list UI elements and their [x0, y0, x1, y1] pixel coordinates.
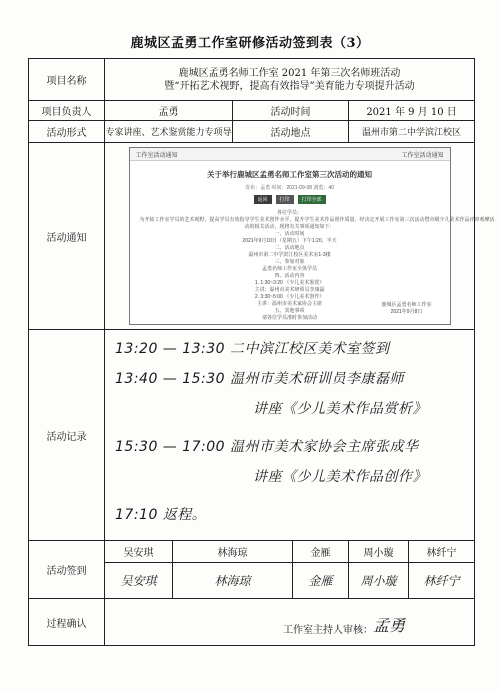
notice-line: 五、其他事项: [274, 308, 305, 314]
signin-name: 吴安琪: [105, 541, 173, 563]
record-cell: [105, 330, 475, 541]
back-button[interactable]: 返回: [254, 195, 272, 204]
notice-header-right: 工作室活动通知: [401, 152, 444, 159]
signin-name: 林海琼: [173, 541, 293, 563]
label-activity-notice: 活动通知: [29, 143, 105, 330]
signin-form-table: [28, 58, 495, 646]
notice-screenshot: [129, 147, 495, 325]
row-notice: [29, 143, 475, 330]
record-line: 讲座《少儿美术作品赏析》: [253, 401, 427, 417]
row-form-place: [29, 121, 475, 143]
print-button[interactable]: 打印: [276, 195, 294, 204]
notice-signature-block: [382, 302, 432, 316]
label-project-name: 项目名称: [29, 59, 105, 101]
record-line: 17:10 返程。: [115, 507, 207, 523]
notice-line: 动的相关活动，现将有关事项通知如下：: [244, 224, 335, 230]
record-line: 讲座《少儿美术作品创作》: [253, 469, 427, 485]
record-handwriting: [105, 330, 474, 540]
row-confirm: [29, 599, 475, 646]
notice-title: 关于举行鹿城区孟勇名师工作室第三次活动的通知: [207, 170, 373, 179]
row-lead-time: [29, 101, 475, 121]
signin-signature: 吴安琪: [105, 563, 173, 599]
project-name-line2: 暨“开拓艺术视野，提高有效指导”美育能力专项提升活动: [164, 80, 415, 92]
record-line: 13:20 — 13:30 二中滨江校区美术室签到: [115, 341, 390, 357]
host-signature: 孟勇: [373, 616, 406, 635]
print-all-button[interactable]: 打印全部: [298, 195, 326, 204]
notice-line: 三、参加对象: [274, 259, 305, 265]
project-name-line1: 鹿城区孟勇名师工作室 2021 年第三次名师班活动: [178, 67, 401, 79]
label-activity-record: 活动记录: [29, 330, 105, 541]
row-record: [29, 330, 475, 541]
notice-line: 温州市第二中学滨江校区美术室1-3楼: [248, 252, 331, 258]
row-project-name: [29, 59, 475, 101]
label-activity-signin: 活动签到: [29, 541, 105, 599]
activity-place-value: 温州市第二中学滨江校区: [349, 121, 475, 143]
notice-sign-date: 2021年9月8日: [390, 309, 423, 315]
signin-signature: 金雁: [293, 563, 349, 599]
notice-header: [130, 148, 450, 161]
record-line: 15:30 — 17:00 温州市美术家协会主席张成华: [115, 439, 419, 455]
notice-line: 各位学员：: [277, 210, 303, 216]
row-signin-names: [29, 541, 475, 563]
label-activity-form: 活动形式: [29, 121, 105, 143]
signin-name: 林纤宁: [409, 541, 475, 563]
project-name-value: [105, 59, 475, 101]
notice-line: 2. 3:30~5:00 《少儿美术创作》: [254, 294, 325, 300]
confirm-cell: [105, 599, 475, 646]
label-project-lead: 项目负责人: [29, 101, 105, 121]
signin-name: 周小璇: [349, 541, 409, 563]
notice-line: 主讲：温州市美术研训员李康磊: [254, 287, 325, 293]
notice-buttons: [130, 195, 450, 204]
notice-line: 二、活动地点: [274, 245, 305, 251]
signin-signature: 周小璇: [349, 563, 409, 599]
label-process-confirm: 过程确认: [29, 599, 105, 646]
activity-time-value: 2021 年 9 月 10 日: [349, 101, 475, 121]
notice-cell: [105, 143, 495, 330]
notice-line: 主讲：温州市美术家协会主席: [257, 301, 323, 307]
notice-line: 孟勇名师工作室全体学员: [262, 266, 318, 272]
signin-name: 金雁: [293, 541, 349, 563]
project-lead-value: 孟勇: [105, 101, 233, 121]
notice-line: 1. 1:30~3:20 《少儿美术鉴赏》: [254, 280, 325, 286]
notice-line: 为开拓工作室学员的艺术视野，提高学员有效指导学生美术创作水平，提升学生美术作品创作质量，经决定开展工作室第三次活动暨市级少儿美术作品评审观摩活: [139, 217, 495, 223]
label-activity-place: 活动地点: [233, 121, 349, 143]
notice-header-left: 工作室活动通知: [135, 152, 178, 159]
label-activity-time: 活动时间: [233, 101, 349, 121]
notice-line: 2021年9月10日（星期五）下午1:20，半天: [242, 238, 337, 244]
notice-meta: 发布：孟勇 时间：2021-09-08 浏览：40: [245, 185, 334, 191]
record-line: 13:40 — 15:30 温州市美术研训员李康磊师: [115, 371, 405, 387]
notice-line: 请各位学员准时参加活动: [262, 315, 318, 321]
signin-signature: 林纤宁: [409, 563, 475, 599]
activity-form-value: 专家讲座、艺术鉴赏能力专项导: [105, 121, 233, 143]
notice-sign-org: 鹿城区孟勇名师工作室: [381, 302, 432, 308]
notice-line: 四、活动内容: [274, 273, 305, 279]
notice-line: 一、活动时间: [274, 231, 305, 237]
host-review-label: 工作室主持人审核：: [283, 625, 373, 636]
page-title: 鹿城区孟勇工作室研修活动签到表（3）: [130, 36, 370, 51]
confirm-area: [105, 599, 474, 645]
signin-signature: 林海琼: [173, 563, 293, 599]
